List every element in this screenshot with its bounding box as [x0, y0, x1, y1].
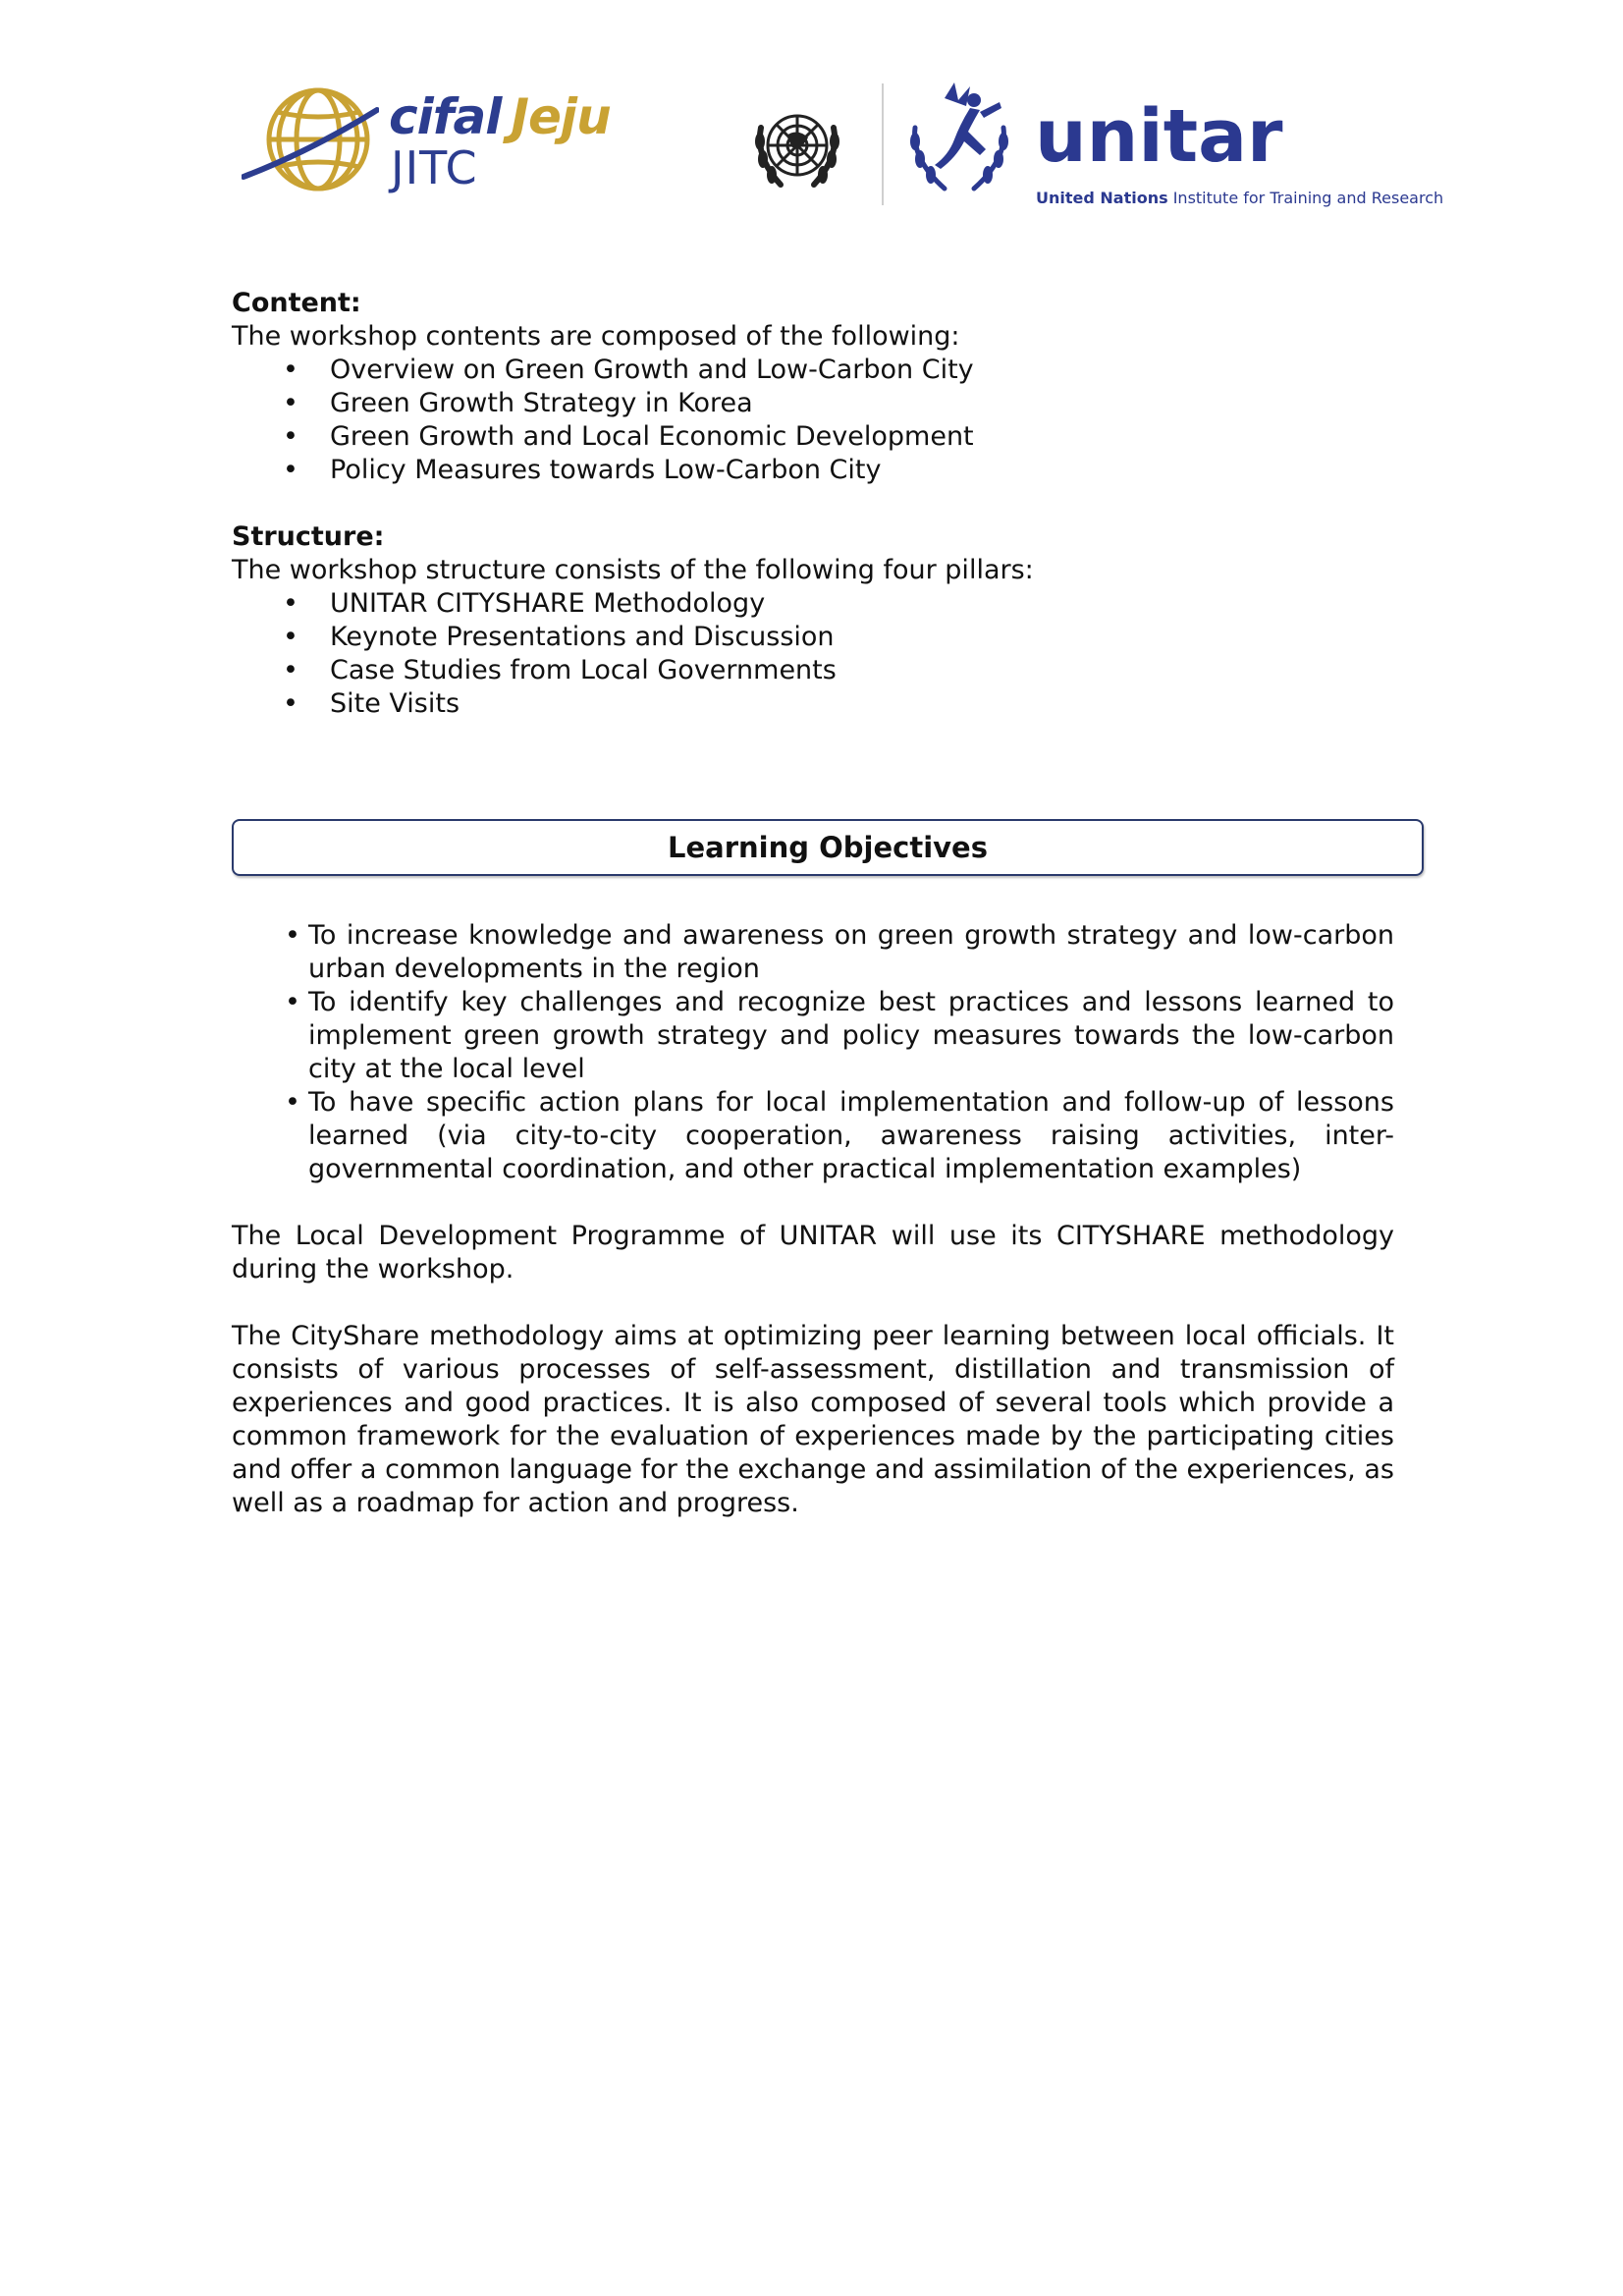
list-item — [232, 654, 1400, 687]
bullet-glyph: • — [283, 388, 298, 418]
unitar-tagline-bold: United Nations — [1036, 189, 1168, 207]
content-section — [232, 287, 1400, 487]
cifal-jeju-title — [389, 88, 611, 145]
list-item — [232, 420, 1400, 454]
programme-paragraph: The Local Development Programme of UNITAR will use its CITYSHARE methodology during the workshop. — [232, 1221, 1394, 1285]
logo-divider — [882, 83, 884, 205]
structure-heading: Structure: — [232, 521, 385, 552]
list-item — [285, 919, 1394, 986]
unitar-tagline — [1036, 189, 1443, 207]
list-item — [232, 687, 1400, 721]
bullet-glyph: • — [283, 688, 298, 719]
list-item-text: UNITAR CITYSHARE Methodology — [330, 588, 766, 619]
learning-objectives-heading: Learning Objectives — [232, 819, 1424, 876]
list-item-text: Keynote Presentations and Discussion — [330, 622, 835, 652]
structure-intro: The workshop structure consists of the following four pillars: — [232, 555, 1034, 585]
content-intro: The workshop contents are composed of the following: — [232, 321, 960, 352]
bullet-glyph: • — [283, 622, 298, 652]
jitc-word: JITC — [391, 141, 478, 194]
objective-text: To have specific action plans for local implementation and follow-up of lessons learned (via city-to-city cooperation, awareness raising activities, inter-governmental coordination, and other practical implementation examples) — [308, 1087, 1394, 1184]
content-heading: Content: — [232, 288, 361, 318]
globe-icon — [242, 82, 379, 200]
objective-text: To identify key challenges and recognize best practices and lessons learned to implement green growth strategy and policy measures towards the low-carbon city at the local level — [308, 987, 1394, 1084]
list-item-text: Overview on Green Growth and Low-Carbon City — [330, 355, 974, 385]
list-item — [285, 986, 1394, 1086]
bullet-glyph: • — [285, 1087, 300, 1118]
list-item-text: Green Growth Strategy in Korea — [330, 388, 753, 418]
list-item — [232, 354, 1400, 387]
list-item-text: Green Growth and Local Economic Development — [330, 421, 974, 452]
objective-text: To increase knowledge and awareness on green growth strategy and low-carbon urban developments in the region — [308, 920, 1394, 984]
content-list — [232, 354, 1400, 487]
list-item — [232, 387, 1400, 420]
cifal-word: cifal — [389, 88, 502, 145]
list-item — [232, 587, 1400, 621]
list-item-text: Case Studies from Local Governments — [330, 655, 837, 685]
jeju-word: Jeju — [511, 88, 611, 145]
unitar-figure-icon — [905, 79, 1013, 196]
bullet-glyph: • — [283, 421, 298, 452]
list-item-text: Policy Measures towards Low-Carbon City — [330, 455, 882, 485]
bullet-glyph: • — [285, 920, 300, 951]
cifal-jeju-logo — [242, 82, 634, 200]
un-emblem-icon — [743, 98, 851, 196]
unitar-tagline-rest: Institute for Training and Research — [1167, 189, 1444, 207]
bullet-glyph: • — [283, 655, 298, 685]
cityshare-paragraph: The CityShare methodology aims at optimizing peer learning between local officials. It consists of various processes of self-assessment, distillation and transmission of experiences and good practices. It is also composed of several tools which provide a common framework for the evaluation of experiences made by the participating cities and offer a common language for the exchange and assimilation of the experiences, as well as a roadmap for action and progress. — [232, 1321, 1394, 1518]
learning-objectives-list — [285, 919, 1394, 1186]
bullet-glyph: • — [285, 987, 300, 1017]
bullet-glyph: • — [283, 455, 298, 485]
bullet-glyph: • — [283, 588, 298, 619]
list-item — [285, 1086, 1394, 1186]
unitar-wordmark: unitar — [1035, 94, 1283, 179]
list-item-text: Site Visits — [330, 688, 460, 719]
structure-section — [232, 520, 1400, 721]
list-item — [232, 454, 1400, 487]
list-item — [232, 621, 1400, 654]
structure-list — [232, 587, 1400, 721]
bullet-glyph: • — [283, 355, 298, 385]
